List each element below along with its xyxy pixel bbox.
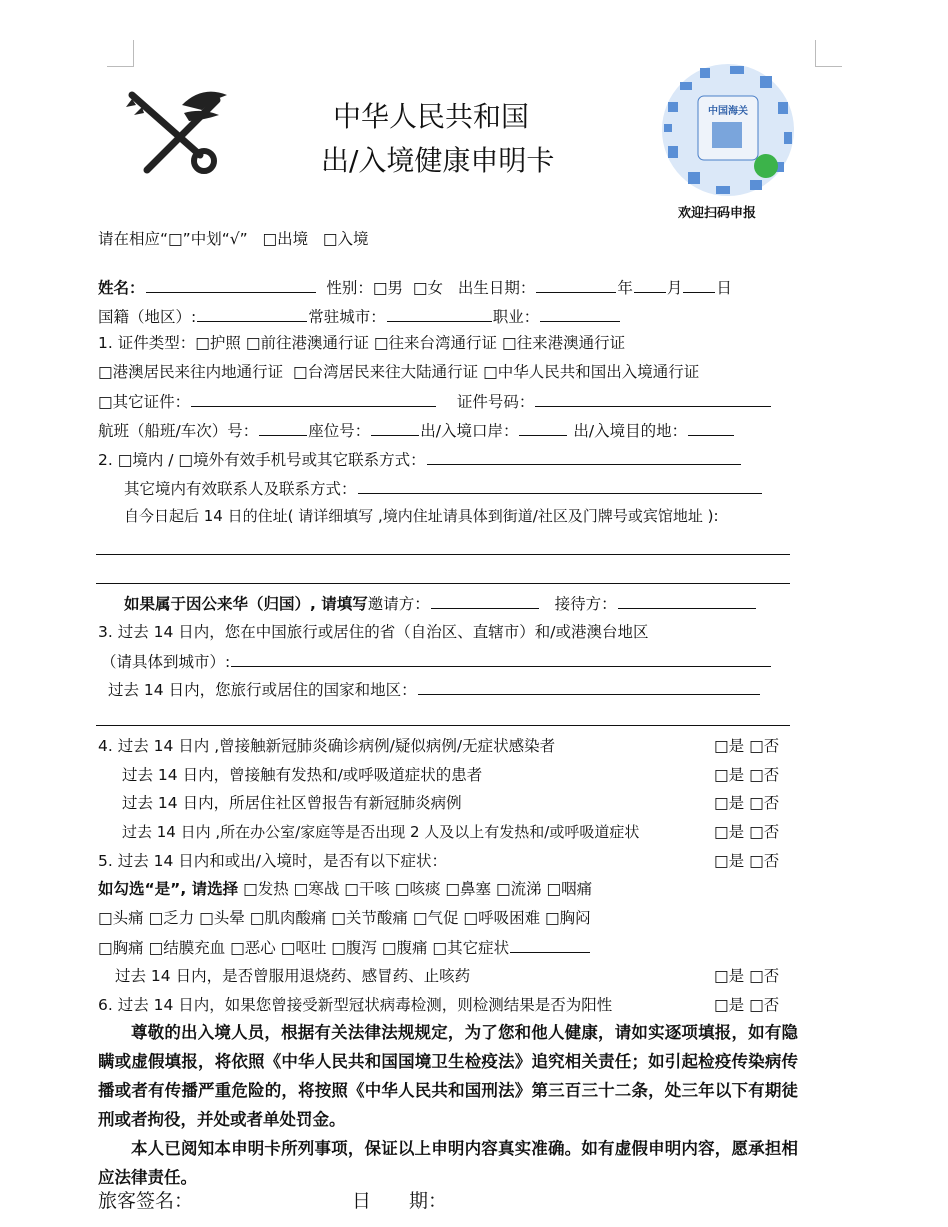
id-type-row1 bbox=[98, 333, 625, 353]
flight-field[interactable] bbox=[259, 420, 307, 436]
port-label: 出/入境口岸： bbox=[420, 422, 519, 440]
yes-no-q4-2 bbox=[714, 765, 779, 785]
destination-label: 出/入境目的地： bbox=[573, 422, 688, 440]
id-type-label: 1. 证件类型： bbox=[98, 334, 196, 352]
id-number-label: 证件号码： bbox=[456, 393, 535, 411]
form-title-line1: 中华人民共和国 bbox=[333, 100, 530, 133]
yes-checkbox[interactable]: □是 bbox=[714, 996, 745, 1014]
q5-label: 5. 过去 14 日内和或出/入境时，是否有以下症状： bbox=[98, 852, 448, 870]
yes-checkbox[interactable]: □是 bbox=[714, 794, 745, 812]
inviter-field[interactable] bbox=[431, 593, 539, 609]
signature-label: 旅客签名： bbox=[98, 1190, 194, 1212]
city-label: 常驻城市： bbox=[308, 308, 386, 326]
name-label: 姓名： bbox=[98, 279, 145, 297]
dob-label: 出生日期： bbox=[457, 279, 536, 297]
q3-country-label: 过去 14 日内，您旅行或居住的国家和地区： bbox=[108, 681, 417, 699]
birth-day-field[interactable] bbox=[683, 277, 715, 293]
q3-city-label: （请具体到城市）: bbox=[101, 653, 231, 671]
no-checkbox[interactable]: □否 bbox=[749, 794, 780, 812]
day-label: 日 bbox=[716, 279, 732, 297]
contact-label: 其它境内有效联系人及联系方式： bbox=[124, 480, 357, 498]
phone-label: 2. □境内 / □境外有效手机号或其它联系方式： bbox=[98, 451, 426, 469]
yes-checkbox[interactable]: □是 bbox=[714, 766, 745, 784]
symptoms-row3 bbox=[98, 937, 591, 958]
phone-row bbox=[98, 449, 742, 470]
date-label: 日 期： bbox=[352, 1190, 448, 1212]
customs-emblem-logo bbox=[122, 85, 230, 180]
other-id-checkbox[interactable]: □其它证件： bbox=[98, 393, 191, 411]
hk-macao-travel-permit-checkbox[interactable]: □往来港澳通行证 bbox=[502, 334, 626, 352]
host-field[interactable] bbox=[618, 593, 756, 609]
q3-country-field[interactable] bbox=[418, 679, 760, 695]
medicine-text: 过去 14 日内，是否曾服用退烧药、感冒药、止咳药 bbox=[115, 967, 471, 985]
month-label: 月 bbox=[666, 279, 683, 297]
symptom-checkboxes-2[interactable]: □头痛 □乏力 □头晕 □肌肉酸痛 □关节酸痛 □气促 □呼吸困难 □胸闷 bbox=[98, 909, 591, 927]
occupation-label: 职业： bbox=[492, 308, 540, 326]
no-checkbox[interactable]: □否 bbox=[749, 852, 780, 870]
other-id-row bbox=[98, 391, 772, 412]
occupation-field[interactable] bbox=[540, 306, 620, 322]
address-field-2[interactable] bbox=[96, 583, 790, 584]
official-visit-label: 如果属于因公来华（归国）, 请填写 bbox=[124, 595, 368, 613]
birth-year-field[interactable] bbox=[536, 277, 616, 293]
yes-checkbox[interactable]: □是 bbox=[714, 967, 745, 985]
yes-no-q4-4 bbox=[714, 822, 779, 842]
entry-checkbox[interactable]: □入境 bbox=[322, 230, 369, 248]
yes-checkbox[interactable]: □是 bbox=[714, 737, 745, 755]
hk-macao-permit-checkbox[interactable]: □前往港澳通行证 bbox=[245, 334, 369, 352]
intro-line bbox=[98, 229, 369, 249]
no-checkbox[interactable]: □否 bbox=[749, 996, 780, 1014]
inviter-label: 邀请方： bbox=[367, 595, 430, 613]
symptoms-select-label: 如勾选“是”, 请选择 bbox=[98, 880, 239, 898]
host-label: 接待方： bbox=[554, 595, 617, 613]
margin-mark bbox=[815, 40, 842, 67]
yes-no-q4-3 bbox=[714, 793, 779, 813]
no-checkbox[interactable]: □否 bbox=[749, 737, 780, 755]
nationality-label: 国籍（地区）: bbox=[98, 308, 197, 326]
margin-mark bbox=[107, 40, 134, 67]
yes-no-q4-1 bbox=[714, 736, 779, 756]
exit-checkbox[interactable]: □出境 bbox=[262, 230, 309, 248]
q3-label: 3. 过去 14 日内，您在中国旅行或居住的省（自治区、直辖市）和/或港澳台地区 bbox=[98, 623, 649, 641]
symptoms-row1 bbox=[98, 879, 592, 899]
yes-no-q6 bbox=[714, 995, 779, 1015]
q3-country-row bbox=[108, 679, 761, 700]
nationality-field[interactable] bbox=[197, 306, 307, 322]
legal-warning: 尊敬的出入境人员，根据有关法律法规规定，为了您和他人健康，请如实逐项填报，如有隐瞒或虚假填报，将依照《中华人民共和国国境卫生检疫法》追究相关责任；如引起检疫传染病传播或者有传播严重危险的，将按照《中华人民共和国刑法》第三百三十二条，处三年以下有期徒刑或者拘役，并处或者单处罚金。 bbox=[98, 1023, 798, 1129]
address-label: 自今日起后 14 日的住址( 请详细填写 ,境内住址请具体到街道/社区及门牌号或宾馆地址 ): bbox=[124, 507, 719, 525]
passport-checkbox[interactable]: □护照 bbox=[195, 334, 241, 352]
yes-checkbox[interactable]: □是 bbox=[714, 823, 745, 841]
no-checkbox[interactable]: □否 bbox=[749, 766, 780, 784]
taiwan-resident-permit-checkbox[interactable]: □台湾居民来往大陆通行证 bbox=[293, 363, 479, 381]
intro-text: 请在相应“□”中划“√” bbox=[98, 230, 248, 248]
address-field-1[interactable] bbox=[96, 554, 790, 555]
id-type-row2 bbox=[98, 362, 699, 382]
prc-exit-entry-permit-checkbox[interactable]: □中华人民共和国出入境通行证 bbox=[483, 363, 700, 381]
yes-no-medicine bbox=[714, 966, 779, 986]
q3-city-field[interactable] bbox=[231, 651, 771, 667]
nationality-row bbox=[98, 306, 621, 327]
q4-4-text: 过去 14 日内 ,所在办公室/家庭等是否出现 2 人及以上有发热和/或呼吸道症状 bbox=[122, 823, 640, 841]
other-id-field[interactable] bbox=[191, 391, 436, 407]
pledge-text: 本人已阅知本申明卡所列事项，保证以上申明内容真实准确。如有虚假申明内容，愿承担相应法律责任。 bbox=[98, 1139, 798, 1187]
contact-field[interactable] bbox=[358, 478, 762, 494]
gender-label: 性别： bbox=[326, 279, 373, 297]
q3-country-field-2[interactable] bbox=[96, 725, 790, 726]
no-checkbox[interactable]: □否 bbox=[749, 967, 780, 985]
q4-1-text: 4. 过去 14 日内 ,曾接触新冠肺炎确诊病例/疑似病例/无症状感染者 bbox=[98, 737, 556, 755]
official-row bbox=[124, 593, 757, 614]
qr-code[interactable] bbox=[660, 62, 796, 198]
qr-caption: 欢迎扫码申报 bbox=[678, 206, 757, 221]
no-checkbox[interactable]: □否 bbox=[749, 823, 780, 841]
city-field[interactable] bbox=[387, 306, 492, 322]
male-checkbox[interactable]: □男 bbox=[372, 279, 404, 297]
flight-row bbox=[98, 420, 735, 441]
hk-macao-resident-permit-checkbox[interactable]: □港澳居民来往内地通行证 bbox=[98, 363, 284, 381]
year-label: 年 bbox=[617, 279, 633, 297]
contact-row bbox=[124, 478, 763, 499]
destination-field[interactable] bbox=[688, 420, 734, 436]
other-symptom-field[interactable] bbox=[510, 937, 590, 953]
phone-field[interactable] bbox=[427, 449, 741, 465]
port-field[interactable] bbox=[519, 420, 567, 436]
q3-city-row bbox=[101, 651, 772, 672]
q6-text: 6. 过去 14 日内，如果您曾接受新型冠状病毒检测，则检测结果是否为阳性 bbox=[98, 996, 613, 1014]
name-field[interactable] bbox=[146, 277, 316, 293]
flight-label: 航班（船班/车次）号： bbox=[98, 422, 259, 440]
q4-3-text: 过去 14 日内，所居住社区曾报告有新冠肺炎病例 bbox=[122, 794, 462, 812]
symptom-checkboxes-3[interactable]: □胸痛 □结膜充血 □恶心 □呕吐 □腹泻 □腹痛 □其它症状 bbox=[98, 939, 510, 957]
name-row bbox=[98, 277, 732, 298]
form-title-line2: 出/入境健康申明卡 bbox=[321, 144, 555, 177]
qr-label: 中国海关 bbox=[708, 106, 748, 117]
taiwan-permit-checkbox[interactable]: □往来台湾通行证 bbox=[373, 334, 498, 352]
seat-label: 座位号： bbox=[308, 422, 371, 440]
id-number-field[interactable] bbox=[535, 391, 771, 407]
seat-field[interactable] bbox=[371, 420, 419, 436]
yes-no-q5 bbox=[714, 851, 779, 871]
yes-checkbox[interactable]: □是 bbox=[714, 852, 745, 870]
female-checkbox[interactable]: □女 bbox=[412, 279, 444, 297]
birth-month-field[interactable] bbox=[634, 277, 666, 293]
q4-2-text: 过去 14 日内，曾接触有发热和/或呼吸道症状的患者 bbox=[122, 766, 483, 784]
symptom-checkboxes-1[interactable]: □发热 □寒战 □干咳 □咳痰 □鼻塞 □流涕 □咽痛 bbox=[243, 880, 593, 898]
